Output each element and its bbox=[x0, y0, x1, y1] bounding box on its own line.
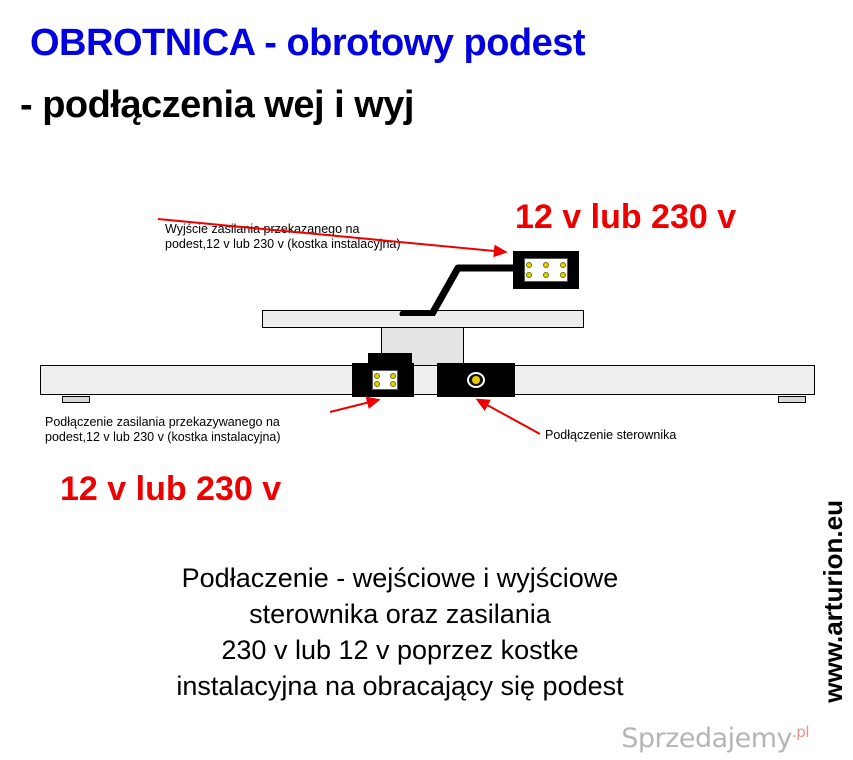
terminal-screw-icon bbox=[390, 373, 396, 379]
callout-output-power-line1: Wyjście zasilania przekazanego na bbox=[165, 222, 360, 236]
terminal-row bbox=[526, 262, 566, 268]
terminal-screw-icon bbox=[526, 272, 532, 278]
terminal-screw-icon bbox=[374, 373, 380, 379]
terminal-screw-icon bbox=[526, 262, 532, 268]
terminal-row bbox=[526, 272, 566, 278]
watermark-tld: .pl bbox=[792, 723, 809, 741]
rotating-platform-top bbox=[262, 310, 584, 328]
terminal-row bbox=[374, 373, 396, 379]
callout-input-power-line1: Podłączenie zasilania przekazywanego na bbox=[45, 415, 280, 429]
watermark-text: Sprzedajemy bbox=[621, 723, 793, 754]
terminal-screw-icon bbox=[543, 262, 549, 268]
terminal-row bbox=[374, 381, 396, 387]
callout-output-power-line2: podest,12 v lub 230 v (kostka instalacyjna) bbox=[165, 237, 401, 251]
description-block bbox=[0, 560, 800, 704]
power-cable bbox=[398, 254, 528, 316]
description-line4: instalacyjna na obracający się podest bbox=[176, 671, 624, 701]
page-title-line2: - podłączenia wej i wyj bbox=[20, 84, 414, 126]
callout-output-power bbox=[165, 222, 401, 252]
terminal-block-output-icon bbox=[524, 258, 568, 282]
base-foot-right bbox=[778, 396, 806, 403]
terminal-screw-icon bbox=[560, 262, 566, 268]
controller-connector-icon bbox=[467, 372, 485, 388]
description-line3: 230 v lub 12 v poprzez kostke bbox=[221, 635, 579, 665]
terminal-block-input-icon bbox=[372, 370, 398, 390]
terminal-screw-icon bbox=[390, 381, 396, 387]
description-line2: sterownika oraz zasilania bbox=[249, 599, 551, 629]
description-line1: Podłaczenie - wejściowe i wyjściowe bbox=[181, 563, 619, 593]
base-foot-left bbox=[62, 396, 90, 403]
callout-controller: Podłączenie sterownika bbox=[545, 428, 677, 442]
site-url-watermark: www.arturion.eu bbox=[818, 500, 848, 703]
sprzedajemy-watermark bbox=[621, 723, 809, 754]
callout-input-power bbox=[45, 415, 281, 445]
page-title-line1: OBROTNICA - obrotowy podest bbox=[30, 22, 586, 64]
voltage-label-top: 12 v lub 230 v bbox=[515, 198, 737, 236]
terminal-screw-icon bbox=[374, 381, 380, 387]
terminal-screw-icon bbox=[560, 272, 566, 278]
base-beam bbox=[40, 365, 815, 395]
callout-input-power-line2: podest,12 v lub 230 v (kostka instalacyjna) bbox=[45, 430, 281, 444]
terminal-screw-icon bbox=[543, 272, 549, 278]
voltage-label-bottom: 12 v lub 230 v bbox=[60, 470, 282, 508]
